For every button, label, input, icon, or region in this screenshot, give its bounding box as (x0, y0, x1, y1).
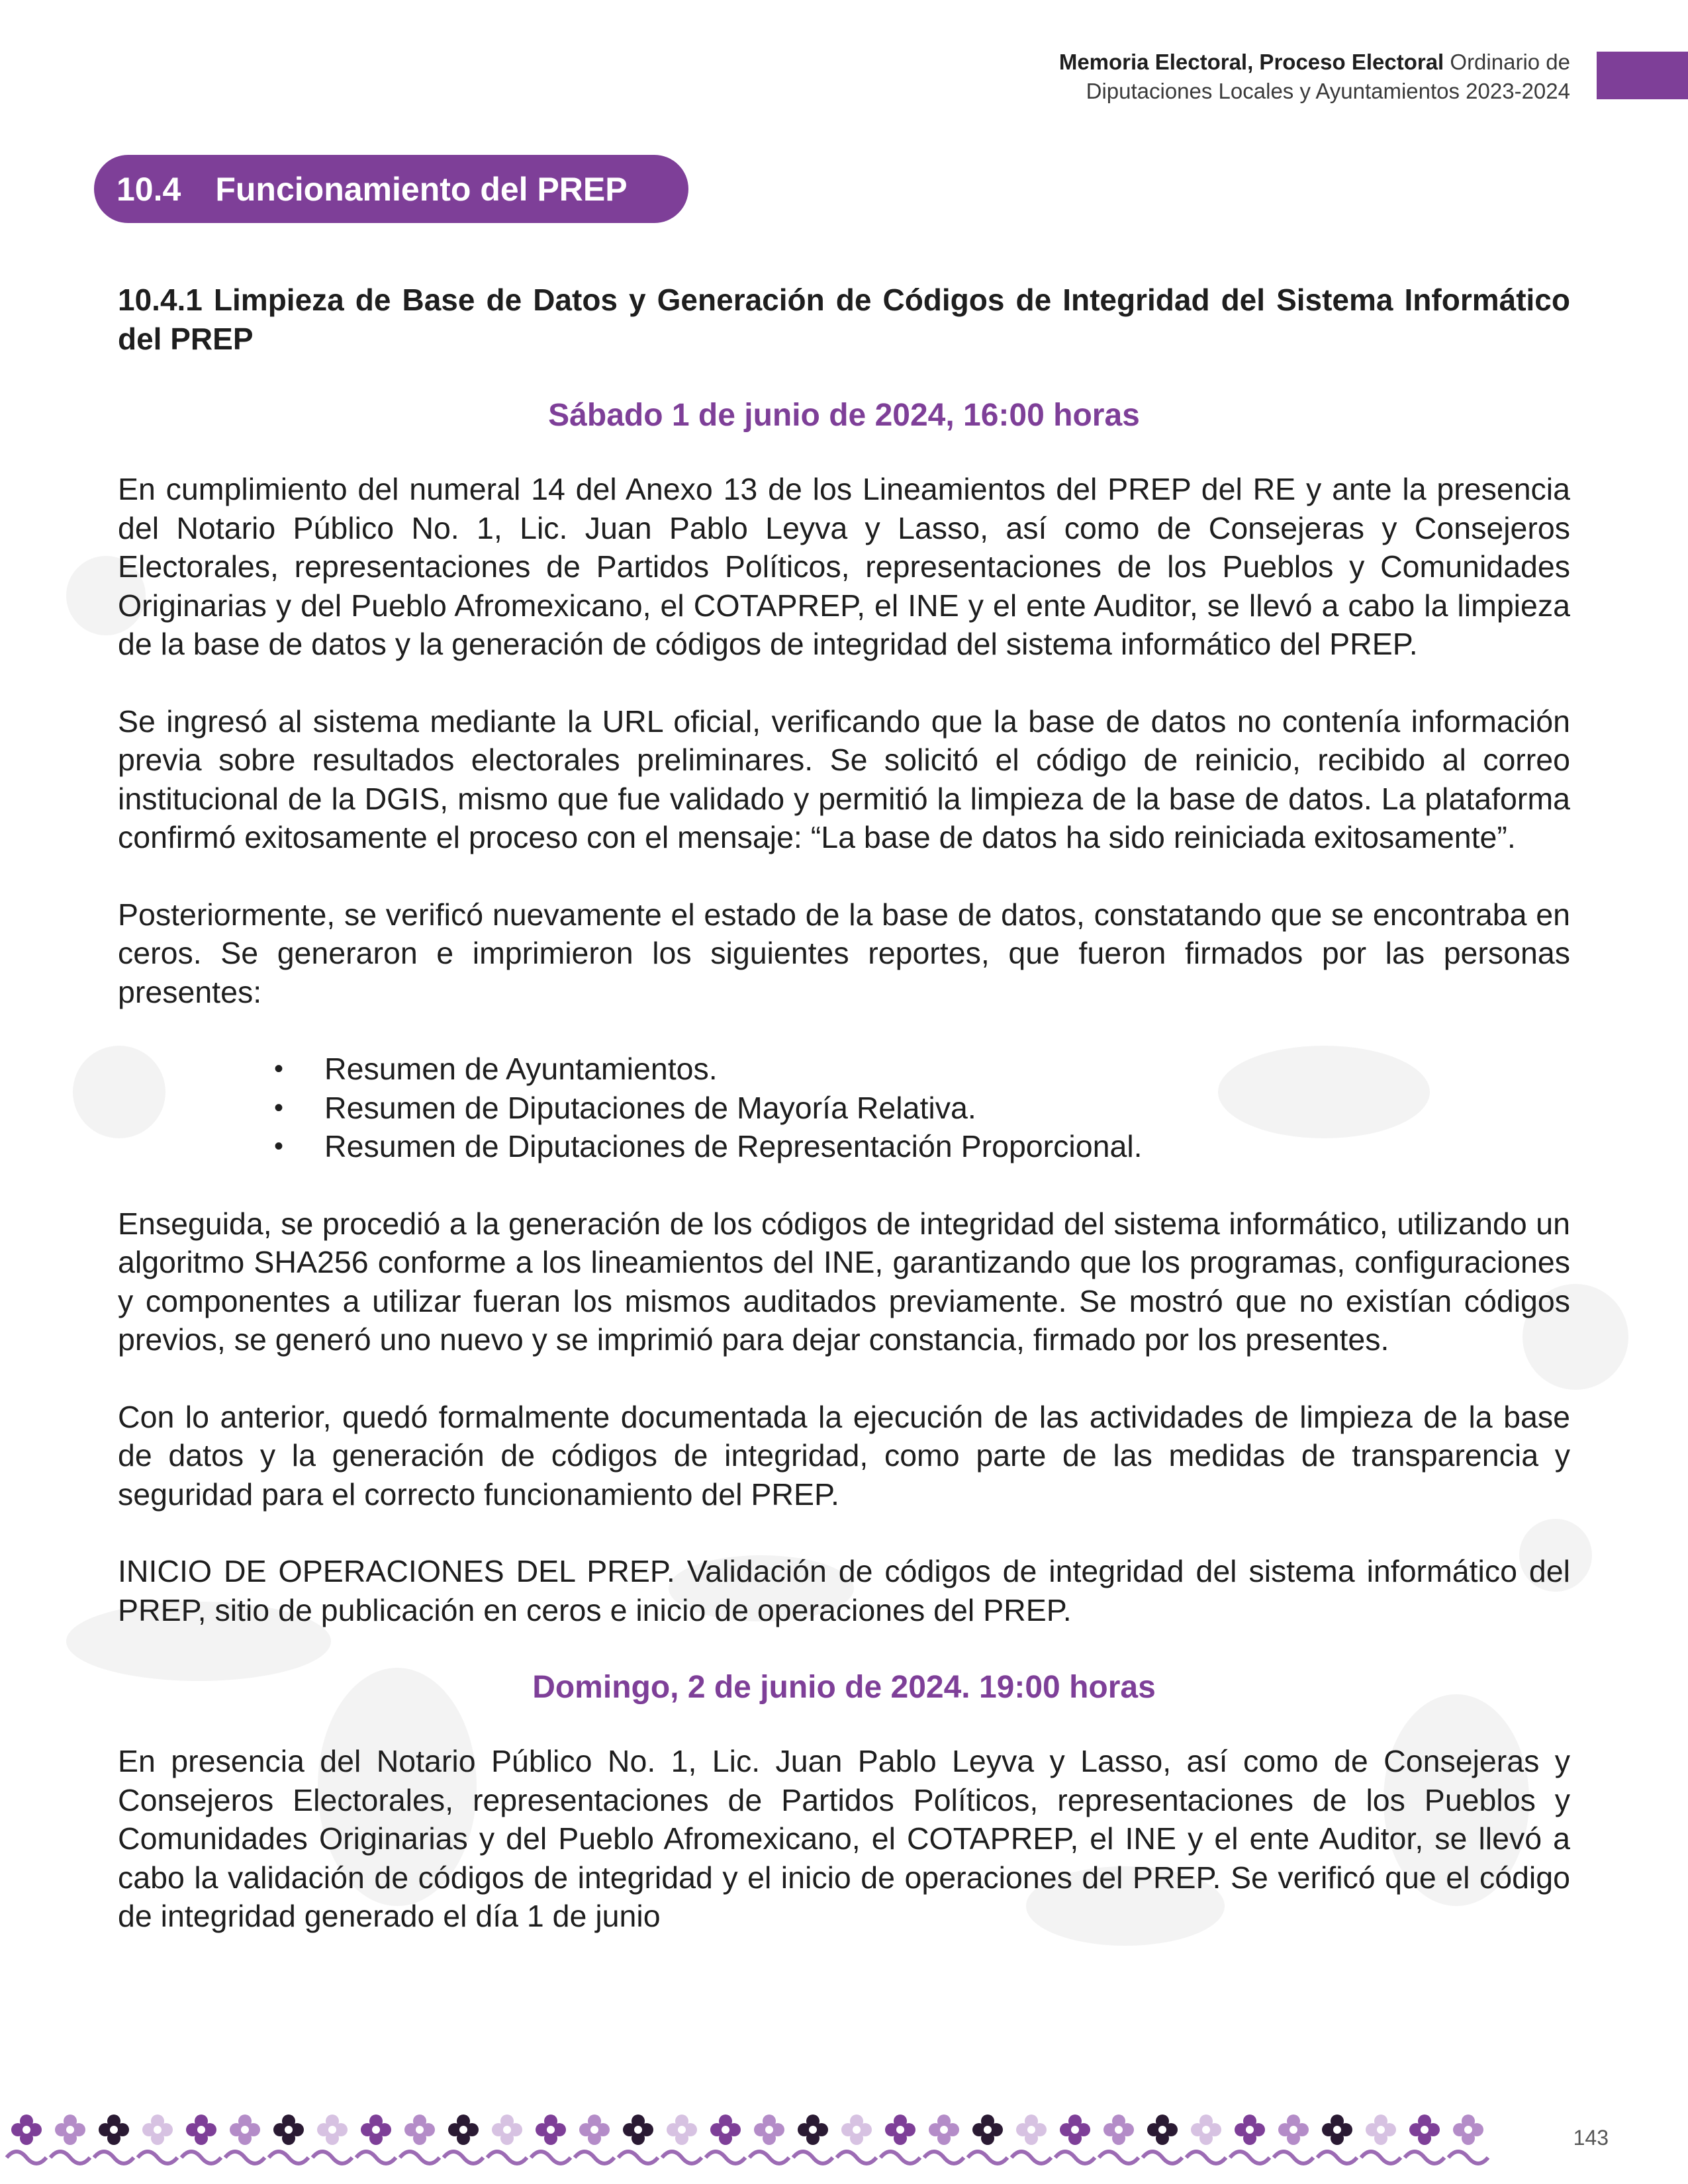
date-heading-2: Domingo, 2 de junio de 2024. 19:00 horas (532, 1670, 1156, 1705)
embroidery-flower-icon (1317, 2115, 1357, 2163)
embroidery-flower-icon (269, 2115, 308, 2163)
paragraph: Enseguida, se procedió a la generación de los códigos de integridad del sistema informático, utilizando un algoritmo SHA256 conforme a los lineamientos del INE, garantizando que los programas, configuraciones y componentes a utilizar fueran los mismos auditados previamente. Se mostró que no existían códigos previos, se generó uno nuevo y se imprimió para dejar constancia, firmado por los presentes. (118, 1206, 1570, 1357)
embroidery-flower-icon (793, 2115, 833, 2163)
list-item-text: Resumen de Ayuntamientos. (324, 1052, 718, 1086)
embroidery-flower-icon (1011, 2115, 1051, 2163)
embroidery-flower-icon (1274, 2115, 1313, 2163)
embroidery-flower-icon (1143, 2115, 1182, 2163)
running-header (643, 48, 1570, 106)
embroidery-flower-icon (618, 2115, 658, 2163)
section-number: 10.4 (117, 170, 181, 208)
embroidery-flower-icon (1361, 2115, 1401, 2163)
embroidery-flower-icon (1405, 2115, 1444, 2163)
embroidery-flower-icon (837, 2115, 876, 2163)
header-color-tab (1597, 52, 1688, 99)
subsection-title: 10.4.1 Limpieza de Base de Datos y Generación de Códigos de Integridad del Sistema Informático del PREP (118, 283, 1570, 356)
embroidery-flower-icon (1055, 2115, 1095, 2163)
section-title: Funcionamiento del PREP (215, 170, 628, 208)
embroidery-flower-icon (400, 2115, 440, 2163)
paragraph: Se ingresó al sistema mediante la URL oficial, verificando que la base de datos no contenía información previa sobre resultados electorales preliminares. Se solicitó el código de reinicio, recibido al correo institucional de la DGIS, mismo que fue validado y permitió la limpieza de la base de datos. La plataforma confirmó exitosamente el proceso con el mensaje: “La base de datos ha sido reiniciada exitosamente”. (118, 704, 1570, 854)
date-heading-1: Sábado 1 de junio de 2024, 16:00 horas (548, 398, 1140, 433)
list-item (118, 1127, 1570, 1166)
embroidery-flower-icon (1186, 2115, 1226, 2163)
list-item-text: Resumen de Diputaciones de Representación Proporcional. (324, 1129, 1143, 1163)
embroidery-flower-icon (356, 2115, 396, 2163)
main-content (118, 281, 1570, 1974)
paragraph: Posteriormente, se verificó nuevamente el estado de la base de datos, constatando que se encontraba en ceros. Se generaron e imprimieron los siguientes reportes, que fueron firmados por las personas presentes: (118, 897, 1570, 1009)
embroidery-flower-icon (7, 2115, 46, 2163)
embroidery-flower-icon (444, 2115, 483, 2163)
paragraph: En presencia del Notario Público No. 1, Lic. Juan Pablo Leyva y Lasso, así como de Consejeras y Consejeros Electorales, representaciones de Partidos Políticos, representaciones de los Pueblos y Comunidades Originarias y del Pueblo Afromexicano, el COTAPREP, el INE y el ente Auditor, se llevó a cabo la validación de códigos de integridad y el inicio de operaciones del PREP. Se verificó que el código de integridad generado el día 1 de junio (118, 1744, 1570, 1933)
embroidery-flower-icon (880, 2115, 920, 2163)
embroidery-border-icon (0, 2105, 1503, 2177)
report-list (118, 1050, 1570, 1166)
embroidery-flower-icon (94, 2115, 134, 2163)
header-title-rest: Ordinario de (1444, 50, 1570, 74)
embroidery-flower-icon (138, 2115, 177, 2163)
section-heading (94, 155, 688, 223)
embroidery-flower-icon (225, 2115, 265, 2163)
embroidery-flower-icon (312, 2115, 352, 2163)
embroidery-flower-icon (531, 2115, 571, 2163)
list-item (118, 1050, 1570, 1089)
paragraph: En cumplimiento del numeral 14 del Anexo 13 de los Lineamientos del PREP del RE y ante la presencia del Notario Público No. 1, Lic. Juan Pablo Leyva y Lasso, así como de Consejeras y Consejeros Electorales, representaciones de Partidos Políticos, representaciones de los Pueblos y Comunidades Originarias y del Pueblo Afromexicano, el COTAPREP, el INE y el ente Auditor, se llevó a cabo la limpieza de la base de datos y la generación de códigos de integridad del sistema informático del PREP. (118, 472, 1570, 661)
bullet-icon: • (274, 1054, 284, 1083)
bullet-icon: • (274, 1132, 284, 1161)
header-title-bold: Memoria Electoral, Proceso Electoral (1058, 50, 1444, 74)
header-subtitle: Diputaciones Locales y Ayuntamientos 2023-2024 (1086, 79, 1570, 103)
bullet-icon: • (274, 1093, 284, 1122)
paragraph: INICIO DE OPERACIONES DEL PREP. Validación de códigos de integridad del sistema informático del PREP, sitio de publicación en ceros e inicio de operaciones del PREP. (118, 1554, 1570, 1627)
embroidery-flower-icon (749, 2115, 789, 2163)
embroidery-flower-icon (924, 2115, 964, 2163)
embroidery-flower-icon (1099, 2115, 1139, 2163)
embroidery-flower-icon (706, 2115, 745, 2163)
list-item-text: Resumen de Diputaciones de Mayoría Relativa. (324, 1090, 976, 1125)
embroidery-flower-icon (50, 2115, 90, 2163)
embroidery-flower-icon (1448, 2115, 1488, 2163)
embroidery-flower-icon (968, 2115, 1008, 2163)
embroidery-flower-icon (662, 2115, 702, 2163)
embroidery-flower-icon (487, 2115, 527, 2163)
list-item (118, 1089, 1570, 1128)
embroidery-flower-icon (575, 2115, 614, 2163)
paragraph: Con lo anterior, quedó formalmente documentada la ejecución de las actividades de limpieza de la base de datos y la generación de códigos de integridad, como parte de las medidas de transparencia y seguridad para el correcto funcionamiento del PREP. (118, 1399, 1570, 1512)
page-number: 143 (1573, 2126, 1609, 2150)
embroidery-flower-icon (1230, 2115, 1270, 2163)
embroidery-flower-icon (181, 2115, 221, 2163)
